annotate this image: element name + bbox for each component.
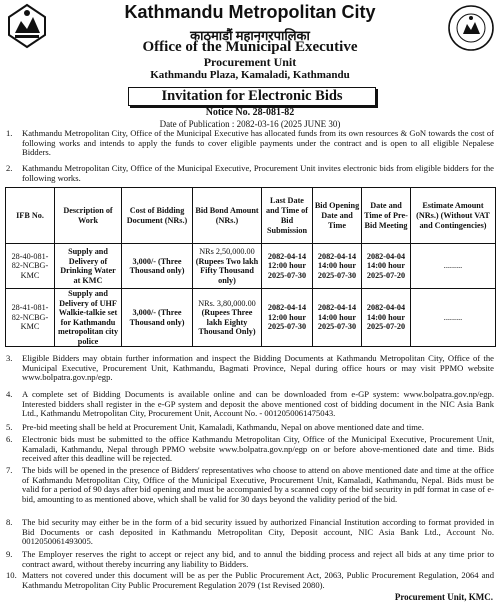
header-bid-bond: Bid Bond Amount (NRs.)	[193, 188, 262, 244]
clause-number: 2.	[6, 163, 13, 173]
clause-10	[6, 571, 494, 591]
clause-number: 9.	[6, 549, 13, 559]
header-submission: Last Date and Time of Bid Submission	[262, 188, 313, 244]
clause-4	[6, 390, 494, 420]
cell-work: Supply and Delivery of UHF Walkie-talkie set for Kathmandu metropolitan city police	[55, 289, 122, 347]
clause-number: 4.	[6, 389, 13, 399]
clause-text: The bids will be opened in the presence of Bidders' representatives who choose to attend on above mentioned date and time at the office of Kathmandu Metropolitan City, Office of the Municipal Executive, Procurement Unit, Kamaladi, Kathmandu, Nepal. Bids must be valid for a period of 90 days after bid opening and must be accompanied by a scanned copy of the bid security in pdf format in case of e-bid, amounting to as mentioned above, which shall be valid for 30 days beyond the validity period of the bid.	[22, 465, 494, 504]
kmc-seal	[447, 4, 495, 52]
header-ifb: IFB No.	[6, 188, 55, 244]
clause-number: 5.	[6, 422, 13, 432]
signature: Procurement Unit, KMC.	[394, 592, 493, 602]
bond-amount: NRs 2,50,000.00	[199, 247, 255, 256]
city-name: Kathmandu Metropolitan City	[124, 2, 376, 22]
clause-1	[6, 129, 494, 158]
clause-6	[6, 435, 494, 465]
cell-estimate: .........	[411, 289, 496, 347]
cell-submission: 2082-04-14 12:00 hour 2025-07-30	[262, 289, 313, 347]
cell-prebid: 2082-04-04 14:00 hour 2025-07-20	[362, 244, 411, 289]
clause-2	[6, 164, 494, 184]
clause-text: Pre-bid meeting shall be held at Procurement Unit, Kamaladi, Kathmandu, Nepal on above mentioned date and time.	[22, 422, 424, 432]
bond-amount: NRs. 3,80,000.00	[198, 298, 256, 308]
cell-doc-cost: 3,000/- (Three Thousand only)	[122, 244, 193, 289]
kmc-logo	[5, 3, 49, 49]
clause-7	[6, 466, 494, 516]
clause-text: Kathmandu Metropolitan City, Office of the Municipal Executive has allocated funds from its own resources & GoN towards the cost of following works and intends to apply the funds to cover eligible payments under the contract and is open to all eligible Nepalese Bidders.	[22, 128, 494, 158]
bids-table	[5, 187, 496, 347]
clause-9	[6, 550, 494, 570]
clause-number: 3.	[6, 353, 13, 363]
clause-text: The Employer reserves the right to accept or reject any bid, and to annul the bidding process and reject all bids at any time prior to contract award, without thereby incurring any liability to Bidders.	[22, 549, 494, 569]
clause-number: 7.	[6, 465, 13, 475]
cell-submission: 2082-04-14 12:00 hour 2025-07-30	[262, 244, 313, 289]
clause-number: 10.	[6, 570, 17, 580]
clause-text: Matters not covered under this document will be as per the Public Procurement Act, 2063, Public Procurement Regulation, 2064 and Kathmandu Metropolitan City Public Procurement Regulation 2079 (1st Revised 2080).	[22, 570, 494, 590]
cell-opening: 2082-04-14 14:00 hour 2025-07-30	[313, 289, 362, 347]
table-row	[6, 244, 496, 289]
cell-opening: 2082-04-14 14:00 hour 2025-07-30	[313, 244, 362, 289]
city-name-nepali: काठमाडौं महानगरपालिका	[190, 28, 310, 43]
bond-words: (Rupees Two lakh Fifty Thousand only)	[195, 256, 259, 285]
office-name: Office of the Municipal Executive	[142, 39, 358, 55]
clause-text: The bid security may either be in the form of a bid security issued by authorized Financial Institution according to format provided in Bid Documents or cash deposited in Kathmandu Metropolitan City, Deposit account, NIC Asia Bank Ltd., Account No. 0012050061493005.	[22, 517, 494, 547]
clause-5	[6, 423, 494, 434]
clause-text: Kathmandu Metropolitan City, Office of the Municipal Executive, Procurement Unit invites electronic bids from eligible bidders for the following works.	[22, 163, 494, 183]
publication-date: Date of Publication : 2082-03-16 (2025 JUNE 30)	[159, 119, 341, 129]
header-estimate: Estimate Amount (NRs.) (Without VAT and Contingencies)	[411, 188, 496, 244]
banner-title: Invitation for Electronic Bids	[128, 87, 376, 106]
cell-bid-bond	[193, 244, 262, 289]
cell-doc-cost: 3,000/- (Three Thousand only)	[122, 289, 193, 347]
bond-words: (Rupees Three lakh Eighty Thousand Only)	[198, 308, 256, 336]
table-row	[6, 289, 496, 347]
address: Kathmandu Plaza, Kamaladi, Kathmandu	[150, 69, 350, 81]
clause-3	[6, 354, 494, 384]
clause-text: Eligible Bidders may obtain further information and inspect the Bidding Documents at Kathmandu Metropolitan City, Office of the Municipal Executive, Procurement Unit, Kathmandu, Bagmati Province, Nepal during office hours or may visit PPMO website www.bolpatra.gov.np/egp.	[22, 353, 494, 383]
header-description: Description of Work	[55, 188, 122, 244]
cell-estimate: .........	[411, 244, 496, 289]
clause-number: 8.	[6, 517, 13, 527]
cell-work: Supply and Delivery of Drinking Water at KMC	[55, 244, 122, 289]
unit-name: Procurement Unit	[203, 55, 297, 69]
clause-text: A complete set of Bidding Documents is available online and can be downloaded from e-GP system: www.bolpatra.gov.np/egp. Interested bidders shall register in the e-GP system and deposit the above mentioned cost of bidding document in the NIC Asia Bank Ltd., Kathmandu Metropolitan City, Procurement Unit, Account No. - 0012050061475043.	[22, 389, 494, 419]
notice-number: Notice No. 28-081-82	[205, 107, 295, 118]
header-doc-cost: Cost of Bidding Document (NRs.)	[122, 188, 193, 244]
clause-number: 6.	[6, 434, 13, 444]
cell-ifb: 28-41-081-82-NCBG-KMC	[6, 289, 55, 347]
header-opening: Bid Opening Date and Time	[313, 188, 362, 244]
clause-text: Electronic bids must be submitted to the office Kathmandu Metropolitan City, Office of the Municipal Executive, Procurement Unit, Kamaladi, Kathmandu, Nepal through PPMO website www.bolpatra.gov.np/egp on or before above-mentioned date and time. Bids received after this deadline will be rejected.	[22, 434, 494, 464]
cell-bid-bond	[193, 289, 262, 347]
cell-ifb: 28-40-081-82-NCBG-KMC	[6, 244, 55, 289]
header-prebid: Date and Time of Pre-Bid Meeting	[362, 188, 411, 244]
cell-prebid: 2082-04-04 14:00 hour 2025-07-20	[362, 289, 411, 347]
table-header-row	[6, 188, 496, 244]
clause-number: 1.	[6, 128, 13, 138]
clause-8	[6, 518, 494, 548]
